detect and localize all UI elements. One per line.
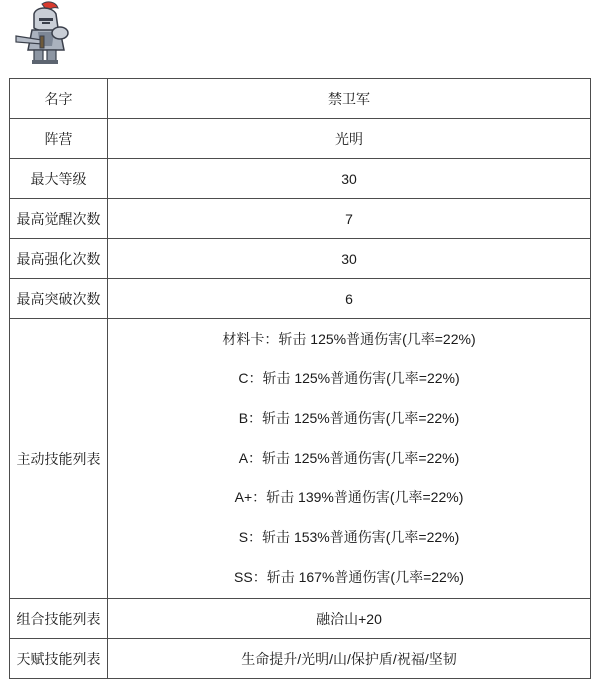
table-row-faction — [10, 119, 591, 159]
row-value: 30 — [108, 239, 591, 279]
row-label: 天赋技能列表 — [10, 639, 108, 679]
armored-knight-icon — [12, 0, 76, 66]
table-row-max-breakthrough — [10, 279, 591, 319]
table-row-name — [10, 79, 591, 119]
table-row-max-enhance — [10, 239, 591, 279]
table-row-active-skills — [10, 319, 591, 599]
skill-line: SS：斩击 167%普通伤害(几率=22%) — [234, 568, 464, 585]
skill-line: A+：斩击 139%普通伤害(几率=22%) — [234, 489, 464, 506]
table-row-talent-skills — [10, 639, 591, 679]
row-label: 最高突破次数 — [10, 279, 108, 319]
row-label: 最大等级 — [10, 159, 108, 199]
skill-line: S：斩击 153%普通伤害(几率=22%) — [238, 529, 460, 546]
table-row-max-level — [10, 159, 591, 199]
active-skills-list — [108, 319, 591, 599]
row-label: 最高觉醒次数 — [10, 199, 108, 239]
row-value: 禁卫军 — [108, 79, 591, 119]
row-value: 融洽山+20 — [108, 599, 591, 639]
row-value: 生命提升/光明/山/保护盾/祝福/坚韧 — [108, 639, 591, 679]
skill-line: 材料卡：斩击 125%普通伤害(几率=22%) — [222, 330, 476, 347]
row-label: 组合技能列表 — [10, 599, 108, 639]
row-value: 光明 — [108, 119, 591, 159]
row-value: 6 — [108, 279, 591, 319]
table-row-combo-skills — [10, 599, 591, 639]
table-row-max-awakening — [10, 199, 591, 239]
row-value: 7 — [108, 199, 591, 239]
skill-line: C：斩击 125%普通伤害(几率=22%) — [238, 370, 460, 387]
skill-line: A：斩击 125%普通伤害(几率=22%) — [238, 449, 460, 466]
row-label: 主动技能列表 — [10, 319, 108, 599]
row-value: 30 — [108, 159, 591, 199]
row-label: 阵营 — [10, 119, 108, 159]
row-label: 名字 — [10, 79, 108, 119]
row-label: 最高强化次数 — [10, 239, 108, 279]
skill-line: B：斩击 125%普通伤害(几率=22%) — [238, 409, 460, 426]
character-info-table — [9, 78, 591, 679]
